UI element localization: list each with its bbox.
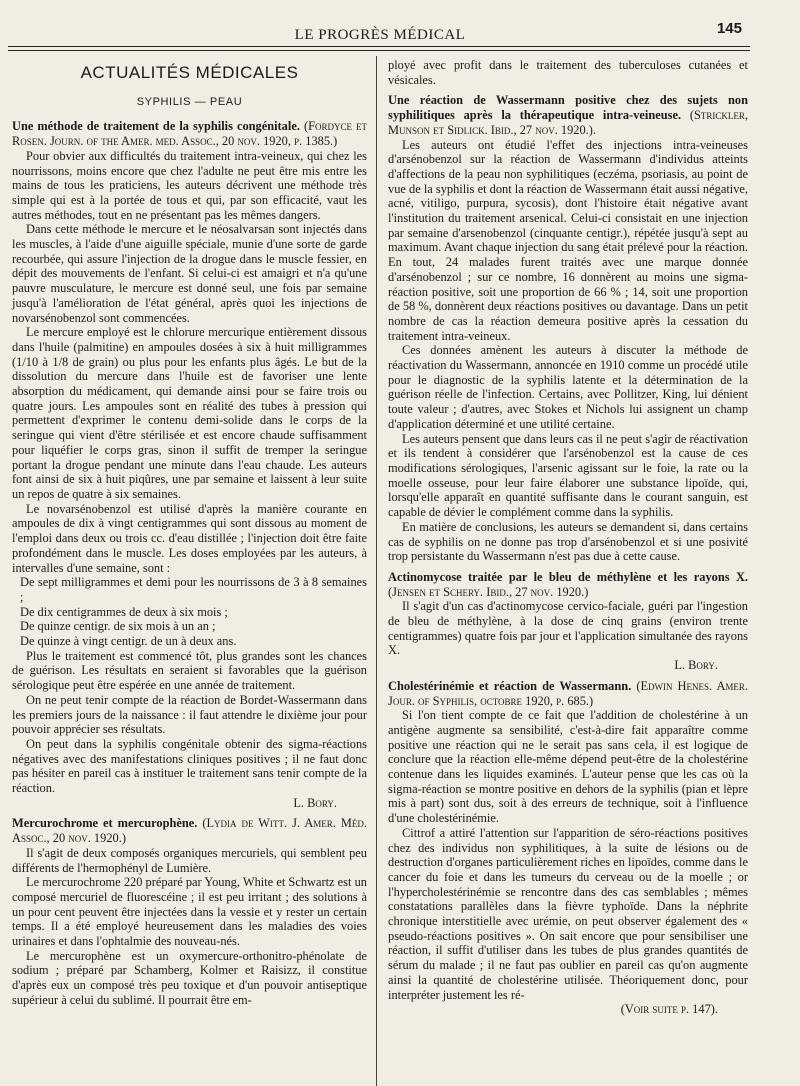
- article-wassermann-positive: [388, 93, 748, 564]
- article-title: Une méthode de traitement de la syphilis congénitale.: [12, 119, 300, 134]
- article-title: Mercurochrome et mercurophène.: [12, 816, 198, 831]
- dose-list-item: De quinze à vingt centigr. de un à deux ans.: [20, 634, 237, 649]
- paragraph: Le mercurochrome 220 préparé par Young, White et Schwartz est un composé mercuriel de fluorescéine ; il est peu irritant ; des solutions à un pour cent peuvent être injectées dans la vessie et y rester un certain temps. Il a été employé heureusement dans les maladies des voies urinaires et dans l'ophtalmie des nouveau-nés.: [12, 875, 367, 949]
- article-syphilis-congenitale: [12, 119, 367, 810]
- article-title: Actinomycose traitée par le bleu de méthylène et les rayons X.: [388, 569, 748, 584]
- paragraph: Si l'on tient compte de ce fait que l'addition de cholestérine à un antigène augmente sa sensibilité, c'est-à-dire fait apparaître comme positive une réaction qui ne le serait pas sans cela, il est logique de conclure que la réaction elle-même dépend peut-être de la cholestérine contenue dans les liquides examinés. L'auteur pense que les cas où la sigma-réaction se montre positive en dehors de la syphilis (pian et lèpre mis à part) sont dus, soit à des erreurs de technique, soit à l'influence d'une cholestérinémie.: [388, 708, 748, 826]
- article-reference: (Jensen et Schery. Ibid., 27 nov. 1920.): [388, 584, 589, 599]
- article-signature: L. Bory.: [674, 658, 718, 673]
- article-reference: (Strickler, Munson et Sidlick. Ibid., 27 nov. 1920.).: [388, 108, 748, 137]
- header-rule-second: [8, 50, 750, 51]
- article-title: Une réaction de Wassermann positive chez des sujets non syphilitiques après la thérapeutique intra-veineuse.: [388, 93, 748, 123]
- dose-list-item: De dix centigrammes de deux à six mois ;: [20, 604, 228, 619]
- paragraph: On peut dans la syphilis congénitale obtenir des sigma-réactions négatives avec des manifestations cliniques positives ; il ne faut donc pas hésiter en pareil cas à instituer le traitement sans tenir compte de la réaction.: [12, 736, 367, 796]
- section-title: ACTUALITÉS MÉDICALES: [80, 63, 299, 82]
- page-header: [18, 18, 742, 44]
- paragraph: Il s'agit d'un cas d'actinomycose cervico-faciale, guéri par l'ingestion de bleu de méthylène, à la dose de cinq grains (environ trente centigrammes) quatre fois par jour et l'application simultanée des rayons X.: [388, 599, 748, 658]
- paragraph: Plus le traitement est commencé tôt, plus grandes sont les chances de guérison. Les résultats en seraient si favorables que la guérison sérologique peut être espérée en une année de traitement.: [12, 648, 367, 693]
- paragraph: Les auteurs pensent que dans leurs cas il ne peut s'agir de réactivation et ils tendent à considérer que l'arsénobenzol est la cause de ces modifications sérologiques, l'arsenic agissant sur le foie, la rate ou la moelle osseuse, pour leur faire élaborer une substance lipoïde, qui, lorsqu'elle apparaît en quantité suffisante dans le courant sanguin, est capable de dévier le complément comme dans la syphilis.: [388, 431, 748, 520]
- paragraph: Les auteurs ont étudié l'effet des injections intra-veineuses d'arsénobenzol sur la réaction de Wassermann d'individus atteints d'affections de la peau non syphilitiques (eczéma, psoriasis, au point de vue de la syphilis et dont la réaction de Wassermann était aussi négative, acné, vitiligo, purpura, sycosis), dont l'histoire était négative avant l'institution du traitement arsenical. Celui-ci consistait en une injection par semaine d'arsenobenzol (cinquante centigr.), répétée jusqu'à sept au maximum. Avant chaque injection du sang était prélevé pour la réaction. En tout, 24 malades furent traités avec une marque donnée d'arsénobenzol ; sur ce nombre, 16 donnèrent au moins une sigma-réaction positive, soit une proportion de 66 % ; 14, soit une proportion de 58 %, donnèrent deux réactions positives ou davantage. Dans un petit nombre de cas la réaction demeura positive après la cessation du traitement intra-veineux.: [388, 137, 748, 343]
- article-signature: L. Bory.: [293, 795, 337, 810]
- running-title: LE PROGRÈS MÉDICAL: [294, 27, 466, 43]
- paragraph: Le mercure employé est le chlorure mercurique entièrement dissous dans l'huile (palmitine) en ampoules dosées à six à huit milligrammes (1/10 à 1/8 de grain) ou plus pour les enfants plus âgés. Le but de la dissolution du mercure dans l'huile est de favoriser une lente absorption du médicament, qui demande ainsi pour se faire trois ou quatre jours. Les ampoules sont en réalité des tubes à pression qui permettent d'exprimer le contenu demi-solide dans le corps de la seringue qui vient d'être stérilisée et est encore chaude suffisamment pour liquéfier le corps gras, sinon il suffit de tremper la seringue portant la drogue pendant une minute dans l'eau chaude. Les auteurs font ainsi de six à huit piqûres, une par semaine et laissent à leur suite un repos de quatre à six semaines.: [12, 325, 367, 501]
- section-subtitle: SYPHILIS — PEAU: [136, 95, 243, 108]
- paragraph: On ne peut tenir compte de la réaction de Bordet-Wassermann dans les premiers jours de la naissance : il faut attendre le dixième jour pour pouvoir apprécier ses résultats.: [12, 692, 367, 737]
- paragraph: Le mercurophène est un oxymercure-orthonitro-phénolate de sodium ; préparé par Schamberg, Kolmer et Raisizz, il constitue d'après eux un composé très peu toxique et d'un pouvoir antiseptique supérieur à celui du sublimé. Il pourrait être em-: [12, 948, 367, 1007]
- header-rule: [8, 46, 750, 47]
- article-reference: (Edwin Henes. Amer. Jour. of Syphilis, octobre 1920, p. 685.): [388, 678, 748, 708]
- column-divider: [376, 56, 377, 1086]
- article-reference: (Fordyce et Rosen. Journ. of the Amer. med. Assoc., 20 nov. 1920, p. 1385.): [12, 119, 367, 149]
- dose-list-item: De sept milligrammes et demi pour les nourrissons de 3 à 8 semaines ;: [20, 575, 367, 604]
- article-mercurochrome: [12, 816, 367, 1007]
- right-column: [388, 58, 748, 1017]
- paragraph: Pour obvier aux difficultés du traitement intra-veineux, qui chez les nourrissons, moins encore que chez l'adulte ne peut être mis entre les mains de tous les praticiens, les auteurs décrivent une méthode très simple qui est à la portée de tous et qui, par son efficacité, vaut les autres méthodes, tout en ne présentant pas les mêmes dangers.: [12, 148, 367, 222]
- paragraph: En matière de conclusions, les auteurs se demandent si, dans certains cas de syphilis on ne donne pas trop d'arsénobenzol et si une posivité trop persistante du Wassermann n'est pas due à cette cause.: [388, 519, 748, 564]
- paragraph: Il s'agit de deux composés organiques mercuriels, qui semblent peu différents de l'hermophényl de Lumière.: [12, 845, 367, 875]
- continued-note: (Voir suite p. 147).: [620, 1002, 718, 1017]
- paragraph: Le novarsénobenzol est utilisé d'après la manière courante en ampoules de dix à vingt centigrammes qui sont dissous au moment de l'emploi dans deux ou trois cc. d'eau distillée ; l'injection doit être faite profondément dans le muscle. Les doses employées par les auteurs, à intervalles d'une semaine, sont :: [12, 501, 367, 575]
- paragraph: Ces données amènent les auteurs à discuter la méthode de réactivation du Wassermann, annoncée en 1910 comme un procédé utile pour le diagnostic de la syphilis latente et la détermination de la guérison réelle de l'infection. Certains, avec Pollitzer, King, lui dénient toute valeur ; d'autres, avec Stokes et Nichols lui assignent un champ d'application déterminé et une utilité certaine.: [388, 343, 748, 431]
- page-number: 145: [716, 20, 742, 37]
- article-reference: (Lydia de Witt. J. Amer. Méd. Assoc., 20 nov. 1920.): [12, 816, 367, 846]
- article-actinomycose: [388, 570, 748, 673]
- left-column: [12, 58, 367, 1008]
- paragraph: Cittrof a attiré l'attention sur l'apparition de séro-réactions positives chez des individus non syphilitiques, à la suite de lésions ou de destruction d'organes particulièrement riches en lipoïdes, comme dans le cancer du foie et dans les tumeurs du cerveau ou de la moelle ; or l'hypercholestérinémie se rencontre dans des cas semblables ; mêmes constatations parallèles dans la fièvre typhoïde. Dans la néphrite chronique interstitielle avec urémie, on peut observer également des « pseudo-réactions positives ». On sait encore que pour sensibiliser une réaction, il suffit d'utiliser dans les tubes de plus grandes quantités de sérum du malade ; il ne faut pas oublier en pareil cas qu'on augmente ainsi la quantité de cholestérine utilisée. Théoriquement donc, pour interpréter justement les ré-: [388, 825, 748, 1002]
- paragraph: Dans cette méthode le mercure et le néosalvarsan sont injectés dans les muscles, à l'aide d'une aiguille spéciale, munie d'une sorte de garde recourbée, qui assure l'injection de la drogue dans le muscle fessier, en dépit des mouvements de l'enfant. Si celui-ci est amaigri et n'a qu'une pauvre musculature, le mercure est donné seul, une fois par semaine jusqu'à l'amélioration de l'état général, après quoi les injections de novarsénobenzol sont commencées.: [12, 222, 367, 325]
- dose-list-item: De quinze centigr. de six mois à un an ;: [20, 619, 216, 634]
- article-title: Cholestérinémie et réaction de Wassermann.: [388, 678, 632, 693]
- paragraph-continued: ployé avec profit dans le traitement des tuberculoses cutanées et vésicales.: [388, 58, 748, 87]
- article-cholesterinemie: [388, 679, 748, 1017]
